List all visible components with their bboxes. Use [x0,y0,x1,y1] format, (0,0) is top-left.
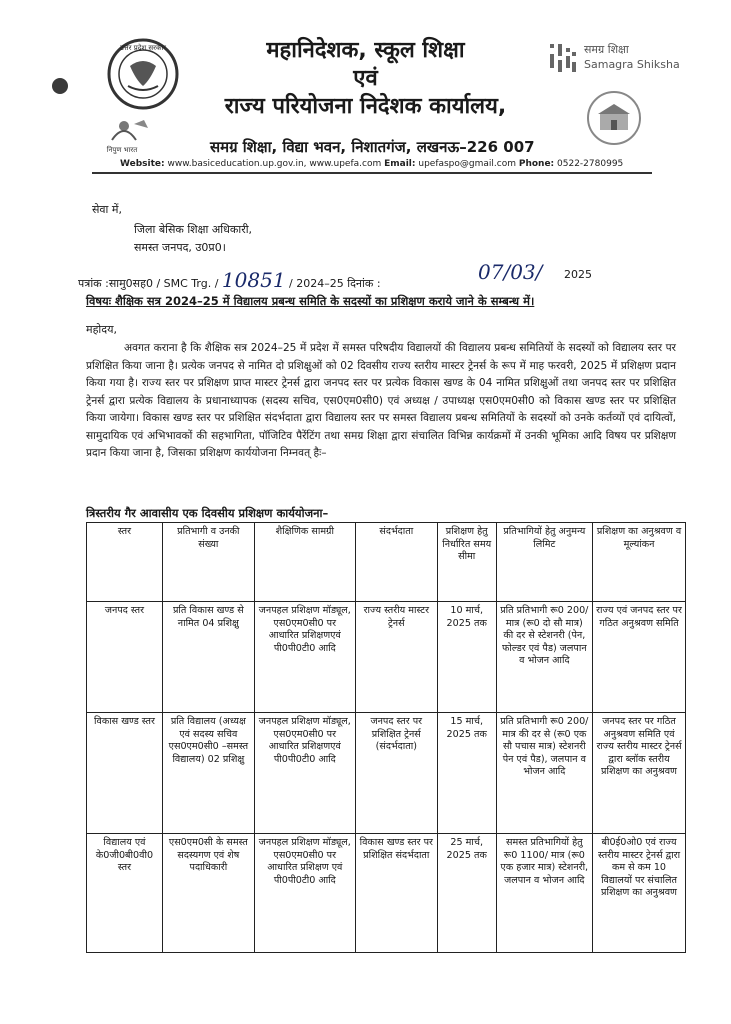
phone-value: 0522-2780995 [557,159,624,169]
contact-line [120,159,623,169]
header-level: स्तर [87,523,163,602]
table-header-row [87,523,686,602]
website-value: www.basiceducation.up.gov.in, www.upefa.com [167,159,382,169]
header-participants: प्रतिभागी व उनकी संख्या [162,523,254,602]
table-cell: 25 मार्च, 2025 तक [437,834,496,953]
table-cell: राज्य स्तरीय मास्टर ट्रेनर्स [355,602,437,713]
office-title-line2: एवं [353,66,378,91]
table-cell: बी0ई0ओ0 एवं राज्य स्तरीय मास्टर ट्रेनर्स द्वारा कम से कम 10 विद्यालयों पर संचालित प्रशिक्षण का अनुश्रवण [593,834,686,953]
samagra-shiksha-english: Samagra Shiksha [584,58,680,71]
letter-body: अवगत कराना है कि शैक्षिक सत्र 2024–25 में प्रदेश में समस्त परिषदीय विद्यालयों की विद्यालय प्रबन्ध समितियों के सदस्यों को विद्यालय स्तर पर प्रशिक्षित किया जाना है। प्रत्येक जनपद से नामित दो प्रशिक्षुओं को 02 दिवसीय राज्य स्तरीय मास्टर ट्रेनर्स के रूप में माह फरवरी, 2025 में प्रशिक्षण प्रदान किया गया है। राज्य स्तर पर प्रशिक्षण प्राप्त मास्टर ट्रेनर्स द्वारा जनपद स्तर पर प्रत्येक विकास खण्ड के 04 नामित प्रशिक्षुओं तथा जनपद स्तर पर प्रशिक्षित ट्रेनर्स द्वारा प्रत्येक विद्यालय के प्रधानाध्यापक (सदस्य सचिव, एस0एम0सी0) एवं अध्यक्ष / उपाध्यक्ष एस0एम0सी0 को विकास खण्ड स्तर पर प्रशिक्षित किया जायेगा। विकास खण्ड स्तर पर प्रशिक्षित संदर्भदाता द्वारा विद्यालय स्तर पर समस्त विद्यालय प्रबन्ध समितियों के सदस्यों को उनके कर्तव्यों एवं दायित्वों, सामुदायिक एवं अभिभावकों की सहभागिता, पॉजिटिव पैरेंटिंग तथा समग्र शिक्षा द्वारा संचालित विभिन्न कार्यक्रमों में उनकी भूमिका आदि विषय पर प्रशिक्षण प्रदान किया जाना है, जिसका प्रशिक्षण कार्ययोजना निम्नवत् हैः– [86,342,676,459]
table-row [87,713,686,834]
reference-prefix: पत्रांक :सामु0सह0 / SMC Trg. / [78,277,219,290]
header-monitoring: प्रशिक्षण का अनुश्रवण व मूल्यांकन [593,523,686,602]
table-cell: जनपहल प्रशिक्षण मॉड्यूल, एस0एम0सी0 पर आधारित प्रशिक्षणएवं पी0पी0टी0 आदि [254,602,355,713]
table-cell: एस0एम0सी के समस्त सदस्यगण एवं शेष पदाधिकारी [162,834,254,953]
table-row [87,602,686,713]
office-title-line1: महानिदेशक, स्कूल शिक्षा [266,38,465,63]
letter-reference [78,268,381,292]
reference-middle: / 2024–25 दिनांक : [289,277,381,290]
table-cell: प्रति विद्यालय (अध्यक्ष एवं सदस्य सचिव एस0एम0सी0 –समस्त विद्यालय) 02 प्रशिक्षु [162,713,254,834]
reference-date-handwritten: 07/03/ [478,260,543,284]
office-title-line3: राज्य परियोजना निदेशक कार्यालय, [224,94,507,119]
office-address: समग्र शिक्षा, विद्या भवन, निशातगंज, लखनऊ–226 007 [210,138,535,156]
addressee-line2: समस्त जनपद, उ0प्र0। [134,241,226,254]
website-label: Website: [120,159,165,169]
table-cell: जनपहल प्रशिक्षण मॉड्यूल, एस0एम0सी0 पर आधारित प्रशिक्षणएवं पी0पी0टी0 आदि [254,713,355,834]
table-cell: जनपहल प्रशिक्षण मॉड्यूल, एस0एम0सी0 पर आधारित प्रशिक्षण एवं पी0पी0टी0 आदि [254,834,355,953]
header-divider [92,172,652,174]
reference-number: 10851 [221,268,286,292]
nipun-caption: निपुण भारत [106,146,138,154]
header-material: शैक्षिणिक सामग्री [254,523,355,602]
header-time-limit: प्रशिक्षण हेतु निर्धारित समय सीमा [437,523,496,602]
reference-year: 2025 [564,268,592,281]
email-value: upefaspo@gmail.com [418,159,516,169]
table-cell: विकास खण्ड स्तर पर प्रशिक्षित संदर्भदाता [355,834,437,953]
table-cell: प्रति प्रतिभागी रू0 200/ मात्र की दर से (रू0 एक सौ पचास मात्र) स्टेशनरी पेन एवं पैड), जलपान व भोजन आदि [496,713,592,834]
table-cell: प्रति विकास खण्ड से नामित 04 प्रशिक्षु [162,602,254,713]
table-cell: जनपद स्तर पर प्रशिक्षित ट्रेनर्स (संदर्भदाता) [355,713,437,834]
table-cell: समस्त प्रतिभागियों हेतु रू0 1100/ मात्र (रू0 एक हजार मात्र) स्टेशनरी, जलपान व भोजन आदि [496,834,592,953]
table-title: त्रिस्तरीय गैर आवासीय एक दिवसीय प्रशिक्षण कार्ययोजना– [86,506,329,520]
table-cell: जनपद स्तर [87,602,163,713]
table-cell: विकास खण्ड स्तर [87,713,163,834]
email-label: Email: [384,159,416,169]
addressee-line1: जिला बेसिक शिक्षा अधिकारी, [134,223,253,236]
table-cell: जनपद स्तर पर गठित अनुश्रवण समिति एवं राज्य स्तरीय मास्टर ट्रेनर्स द्वारा ब्लॉक स्तरीय प्रशिक्षण का अनुश्रवण [593,713,686,834]
phone-label: Phone: [518,159,555,169]
header-resource-person: संदर्भदाता [355,523,437,602]
table-cell: प्रति प्रतिभागी रू0 200/ मात्र (रू0 दो सौ मात्र) की दर से स्टेशनरी (पेन, फोल्डर एवं पैड) जलपान व भोजन आदि [496,602,592,713]
greeting: महोदय, [86,323,117,336]
emblem-caption: उत्तर प्रदेश सरकार [119,44,167,52]
salutation-to: सेवा में, [92,203,122,216]
letter-subject: विषयः शैक्षिक सत्र 2024–25 में विद्यालय प्रबन्ध समिति के सदस्यों का प्रशिक्षण कराये जाने के सम्बन्ध में। [86,294,535,308]
header-allowance: प्रतिभागियों हेतु अनुमन्य लिमिट [496,523,592,602]
table-cell: विद्यालय एवं के0जी0बी0वी0 स्तर [87,834,163,953]
table-cell: 15 मार्च, 2025 तक [437,713,496,834]
samagra-shiksha-hindi: समग्र शिक्षा [584,43,629,56]
table-cell: 10 मार्च, 2025 तक [437,602,496,713]
training-plan-table [86,522,686,953]
table-row [87,834,686,953]
table-cell: राज्य एवं जनपद स्तर पर गठित अनुश्रवण समिति [593,602,686,713]
